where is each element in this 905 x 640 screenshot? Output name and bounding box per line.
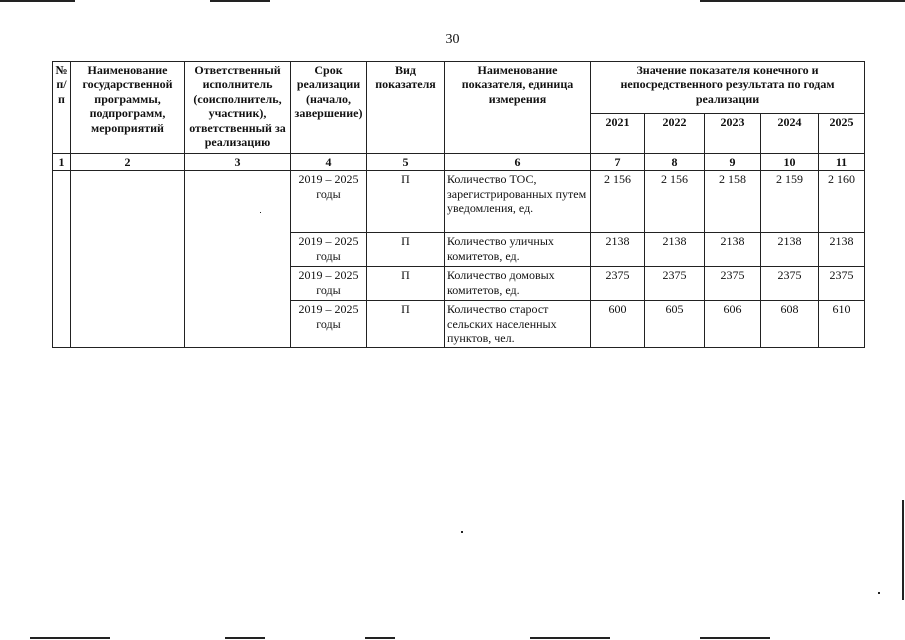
scan-edge-mark (30, 637, 110, 639)
header-program-name: Наименование государственной программы, подпрограмм, мероприятий (71, 62, 185, 154)
value-cell: 2138 (761, 233, 819, 267)
column-number: 10 (761, 154, 819, 171)
value-cell: 605 (645, 301, 705, 347)
indicator-type-cell: П (367, 301, 445, 347)
indicator-name-cell: Количество домовых комитетов, ед. (445, 267, 591, 301)
column-number: 11 (819, 154, 865, 171)
indicator-type-cell: П (367, 267, 445, 301)
column-number: 7 (591, 154, 645, 171)
indicator-type-cell: П (367, 171, 445, 233)
scan-edge-mark (700, 637, 770, 639)
responsible-cell (185, 171, 291, 347)
header-year: 2024 (761, 114, 819, 154)
scan-edge-mark (700, 0, 905, 2)
value-cell: 2 160 (819, 171, 865, 233)
scan-edge-mark (0, 0, 75, 2)
value-cell: 2 156 (591, 171, 645, 233)
indicators-table (52, 61, 865, 348)
scan-dot (878, 592, 880, 594)
value-cell: 2 158 (705, 171, 761, 233)
column-number: 3 (185, 154, 291, 171)
header-year: 2022 (645, 114, 705, 154)
period-cell: 2019 – 2025 годы (291, 171, 367, 233)
header-values-group: Значение показателя конечного и непосредственного результата по годам реализации (591, 62, 865, 114)
value-cell: 606 (705, 301, 761, 347)
column-number: 4 (291, 154, 367, 171)
header-indicator-name: Наименование показателя, единица измерения (445, 62, 591, 154)
scan-edge-mark (210, 0, 270, 2)
value-cell: 2138 (645, 233, 705, 267)
period-cell: 2019 – 2025 годы (291, 233, 367, 267)
value-cell: 2 156 (645, 171, 705, 233)
header-year: 2023 (705, 114, 761, 154)
indicator-type-cell: П (367, 233, 445, 267)
period-cell: 2019 – 2025 годы (291, 267, 367, 301)
column-number: 6 (445, 154, 591, 171)
column-number: 1 (53, 154, 71, 171)
header-indicator-type: Вид показателя (367, 62, 445, 154)
indicator-name-cell: Количество уличных комитетов, ед. (445, 233, 591, 267)
indicator-name-cell: Количество старост сельских населенных пунктов, чел. (445, 301, 591, 347)
page-number: 30 (445, 32, 460, 47)
value-cell: 2138 (705, 233, 761, 267)
period-cell: 2019 – 2025 годы (291, 301, 367, 347)
value-cell: 2375 (819, 267, 865, 301)
scan-edge-mark (365, 637, 395, 639)
value-cell: 610 (819, 301, 865, 347)
header-responsible: Ответственный исполнитель (соисполнитель, участник), ответственный за реализацию (185, 62, 291, 154)
value-cell: 2375 (761, 267, 819, 301)
scan-edge-mark (225, 637, 265, 639)
header-number: № п/п (53, 62, 71, 154)
column-number: 2 (71, 154, 185, 171)
column-number-row (53, 154, 865, 171)
column-number: 5 (367, 154, 445, 171)
value-cell: 2 159 (761, 171, 819, 233)
value-cell: 2138 (819, 233, 865, 267)
header-year: 2025 (819, 114, 865, 154)
value-cell: 600 (591, 301, 645, 347)
value-cell: 2375 (705, 267, 761, 301)
scan-edge-mark (530, 637, 610, 639)
indicator-name-cell: Количество ТОС, зарегистрированных путем уведомления, ед. (445, 171, 591, 233)
value-cell: 2375 (591, 267, 645, 301)
scan-edge-mark (902, 500, 904, 600)
program-name-cell (71, 171, 185, 347)
header-row (53, 62, 865, 114)
column-number: 9 (705, 154, 761, 171)
row-number-cell (53, 171, 71, 347)
header-year: 2021 (591, 114, 645, 154)
header-period: Срок реализации (начало, завершение) (291, 62, 367, 154)
column-number: 8 (645, 154, 705, 171)
value-cell: 2375 (645, 267, 705, 301)
table-row (53, 171, 865, 233)
scan-dot (461, 531, 463, 533)
value-cell: 608 (761, 301, 819, 347)
scan-dot (260, 212, 261, 213)
value-cell: 2138 (591, 233, 645, 267)
